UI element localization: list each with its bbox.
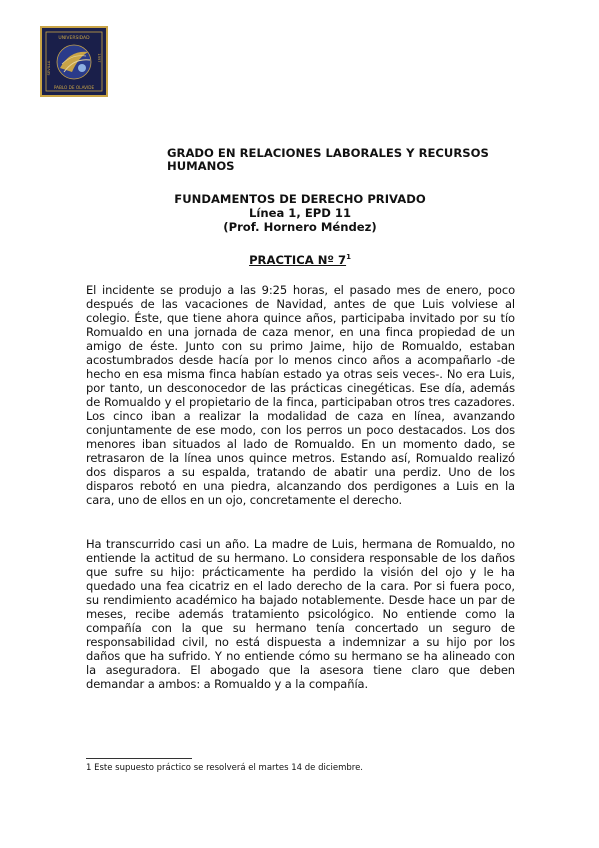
university-logo [40,26,108,97]
logo-text-bottom: PABLO DE OLAVIDE [53,85,95,90]
footnote-reference[interactable]: 1 [346,253,351,261]
paragraph-claim: Ha transcurrido casi un año. La madre de Luis, hermana de Romualdo, no entiende la actitud de su hermano. Lo considera responsable de los daños que sufre su hijo: prácticamente ha perdido la visión del ojo y le ha quedado una fea cicatriz en el lado derecho de la cara. Por si fuera poco, su rendimiento académico ha bajado notablemente. Desde hace un par de meses, recibe además tratamiento psicológico. No entiende como la compañía con la que su hermano tenía concertado un seguro de responsabilidad civil, no está dispuesta a indemnizar a su hijo por los daños que ha sufrido. Y no entiende cómo su hermano se ha alineado con la aseguradora. El abogado que la asesora tiene claro que deben demandar a ambos: a Romualdo y a la compañía. [86,537,515,691]
logo-text-right: 1997 [97,53,101,63]
university-seal-icon [42,28,106,95]
practice-title-text: PRACTICA Nº 7 [249,252,347,267]
line-group: Línea 1, EPD 11 [248,206,352,220]
degree-title [167,147,527,173]
paragraph-incident: El incidente se produjo a las 9:25 horas, el pasado mes de enero, poco después de las vacaciones de Navidad, antes de que Luis volviese al colegio. Éste, que tiene ahora quince años, participaba invitado por su tío Romualdo en una jornada de caza menor, en una finca propiedad de un amigo de éste. Junto con su primo Jaime, hijo de Romualdo, estaban acostumbrados desde hacía por lo menos cinco años a acompañarlo -de hecho en esa misma finca habían estado ya otras seis veces-. No era Luis, por tanto, un desconocedor de las prácticas cinegéticas. Ese día, además de Romualdo y el propietario de la finca, participaban otros tres cazadores. Los cinco iban a realizar la modalidad de caza en línea, avanzando conjuntamente de ese modo, con los perros un poco destacados. Los dos menores iban situados al lado de Romualdo. En un momento dado, se retrasaron de la línea unos quince metros. Estando así, Romualdo realizó dos disparos a su espalda, tratando de abatir una perdiz. Uno de los disparos rebotó en una piedra, alcanzando dos perdigones a Luis en la cara, uno de ellos en un ojo, concretamente el derecho. [86,283,515,507]
footnote: 1 Este supuesto práctico se resolverá el martes 14 de diciembre. [86,763,364,773]
logo-text-top: UNIVERSIDAD [58,36,90,41]
subject-name: FUNDAMENTOS DE DERECHO PRIVADO [174,192,426,206]
subject-block [150,192,450,234]
degree-title-line2: HUMANOS [167,159,235,173]
professor-name: (Prof. Hornero Méndez) [223,220,377,234]
footnote-divider [86,758,192,759]
degree-title-line1: GRADO EN RELACIONES LABORALES Y RECURSOS [167,146,489,160]
practice-title [150,250,450,267]
logo-text-left: SEVILLA [47,60,51,76]
